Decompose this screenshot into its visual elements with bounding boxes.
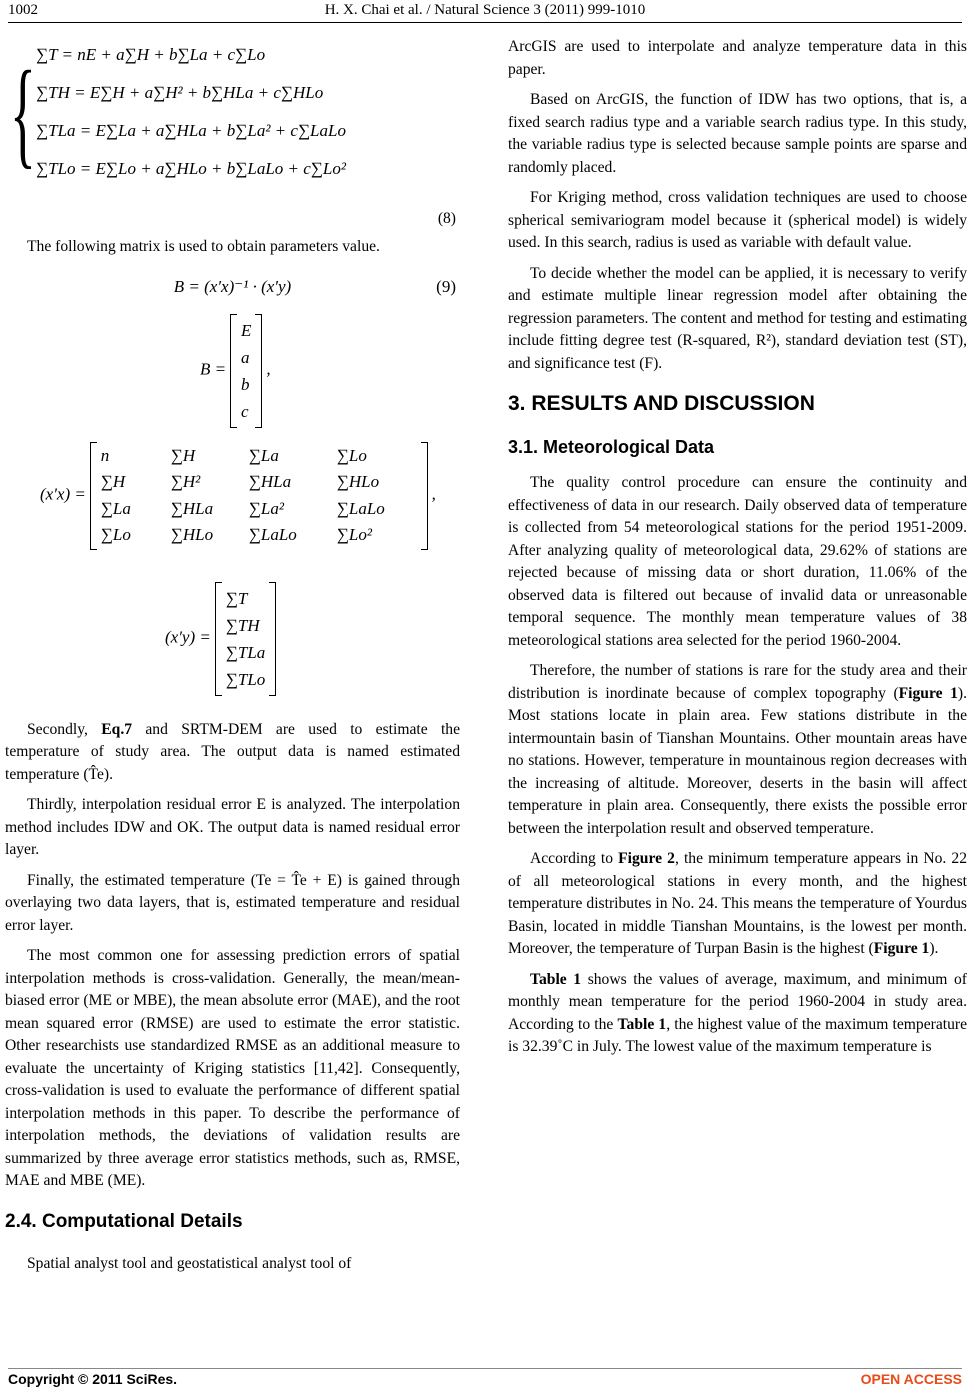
vector-B-entry: E — [241, 320, 252, 340]
paragraph-quality-control: The quality control procedure can ensure the continuity and effectiveness of data in our research. Daily observed data of temperature is collected from 54 meteorological stations for the period 1951-2009. After analyzing quality of meteorological data, 29.62% of stations are rejected because of missing data or short duration, 11.06% of the observed data is filtered out because of invalid data or unreasonable temporal sequence. The monthly mean temperature values of 38 meteorological stations area selected for the period 1960-2004. — [508, 474, 967, 649]
matrix-cell: n — [100, 445, 110, 465]
equation-8-row: ∑T = nE + a∑H + b∑La + c∑Lo — [36, 45, 266, 64]
text-run: , the highest value of the maximum temperature is 32.39˚C in July. The lowest value of the maximum temperature is — [508, 1015, 967, 1055]
figure-reference[interactable]: Figure 1 — [873, 940, 930, 957]
matrix-xx — [40, 443, 460, 571]
matrix-xx-grid — [101, 445, 417, 547]
vector-xy-entry: ∑TLo — [225, 669, 266, 689]
paragraph-arcgis: ArcGIS are used to interpolate and analyze temperature data in this paper. — [508, 38, 967, 78]
paragraph-thirdly: Thirdly, interpolation residual error E is analyzed. The interpolation method includes IDW and OK. The output data is named residual error layer. — [5, 796, 460, 858]
paragraph-matrix-intro: The following matrix is used to obtain parameters value. — [27, 238, 380, 255]
vector-B-entry: b — [241, 374, 250, 394]
running-title: H. X. Chai et al. / Natural Science 3 (2011) 999-1010 — [324, 2, 646, 18]
table-reference[interactable]: Table 1 — [617, 1015, 667, 1033]
running-header — [8, 2, 962, 23]
text-run: and SRTM-DEM are used to estimate the temperature of study area. The output data is named estimated temperature (T̂e). — [5, 720, 461, 783]
matrix-cell: ∑Lo — [100, 525, 131, 544]
equation-8-system — [10, 36, 460, 206]
matrix-cell: ∑La — [100, 498, 131, 518]
page-footer — [8, 1368, 962, 1387]
equation-8-row: ∑TH = E∑H + a∑H² + b∑HLa + c∑HLo — [36, 83, 324, 102]
matrix-cell: ∑Lo² — [336, 525, 372, 544]
matrix-cell: ∑LaLo — [336, 498, 385, 518]
open-access-label: OPEN ACCESS — [860, 1371, 962, 1387]
matrix-xx-label: (x′x) = — [40, 484, 86, 504]
matrix-cell: ∑La² — [248, 498, 284, 518]
equation-reference: Eq.7 — [101, 720, 133, 738]
page-number: 1002 — [8, 2, 38, 18]
table-reference[interactable]: Table 1 — [530, 970, 582, 988]
text-run: Secondly, — [27, 720, 102, 738]
vector-B-bracket — [230, 315, 262, 427]
matrix-cell: ∑Lo — [336, 445, 367, 465]
equation-8-row: ∑TLa = E∑La + a∑HLa + b∑La² + c∑LaLo — [36, 121, 346, 140]
matrix-cell: ∑HLo — [336, 472, 380, 491]
figure-reference[interactable]: Figure 2 — [618, 850, 675, 867]
equation-9-formula: B = (x′x)⁻¹ · (x′y) — [173, 276, 292, 296]
equation-8-row: ∑TLo = E∑Lo + a∑HLo + b∑LaLo + c∑Lo² — [36, 159, 346, 178]
paragraph-model-test: To decide whether the model can be applied, it is necessary to verify and estimate multiple linear regression model after obtaining the regression parameters. The content and method for testing and estimating include fitting degree test (R-squared, R²), standard deviation test (ST), and significance test (F). — [508, 264, 967, 372]
figure-reference[interactable]: Figure 1 — [898, 684, 958, 702]
comma: , — [431, 484, 436, 504]
text-run: shows the values of average, maximum, and minimum of monthly mean temperature for the period 1960-2004 in study area. According to the — [508, 970, 967, 1033]
text-run: , the minimum temperature appears in No. 22 of all meteorological stations in every month, and the highest temperature distributes in No. 24. This means the temperature of Yourdus Basin, located in middle Tianshan Mountains, is the lowest per month. Moreover, the temperature of Turpan Basin is the highest ( — [508, 850, 967, 957]
matrix-cell: ∑LaLo — [248, 525, 297, 544]
matrix-cell: ∑HLa — [170, 498, 214, 518]
vector-xy-entry: ∑TLa — [225, 642, 266, 662]
comma: , — [266, 359, 271, 379]
left-column — [5, 36, 460, 1284]
text-run: ). — [929, 940, 939, 957]
section-heading-3-1: 3.1. Meteorological Data — [508, 436, 715, 457]
paragraph-secondly — [5, 719, 460, 787]
text-run: ). Most stations locate in plain area. Few stations distribute in the intermountain basin of Tianshan Mountains. Other mountain areas have no stations. However, temperature in mountainous region decreases with the increasing of altitude. Moreover, deserts in the basin will affect temperature in plain area. Consequently, there exists the possible error between the interpolation result and observed temperature. — [508, 684, 967, 837]
paragraph-cross-validation: The most common one for assessing prediction errors of spatial interpolation methods is cross-validation. Generally, the mean/mean-biased error (ME or MBE), the mean absolute error (MAE), and the root mean squared error (RMSE) are used to estimate the error statistic. Other researchists use standardized RMSE as an additional measure to evaluate the uncertainty of Kriging statistics [11,42]. Consequently, cross-validation is used to evaluate the performance of different spatial interpolation methods in this paper. To describe the performance of interpolation methods, the deviations of validation results are summarized by three average error statistics methods, such as, RMSE, MAE and MBE (ME). — [5, 947, 460, 1189]
vector-B-entry: c — [241, 401, 249, 421]
equation-number: (9) — [436, 276, 456, 296]
vector-xy-bracket — [215, 583, 277, 695]
matrix-cell: ∑H — [100, 472, 126, 491]
matrix-cell: ∑HLo — [170, 525, 214, 544]
text-run: According to — [530, 850, 619, 867]
vector-xy — [165, 583, 460, 705]
paragraph-kriging: For Kriging method, cross validation techniques are used to choose spherical semivariogram model because it (spherical model) is widely used. In this search, radius is used as variable with default value. — [508, 189, 967, 251]
paragraph-according — [508, 848, 967, 961]
paragraph-finally: Finally, the estimated temperature (Te = T̂e + E) is gained through overlaying two data layers, that is, estimated temperature and residual error layer. — [5, 871, 460, 934]
section-heading-3: 3. RESULTS AND DISCUSSION — [508, 392, 815, 415]
vector-B-entry: a — [241, 347, 250, 367]
paragraph-therefore — [508, 660, 967, 840]
text-run: Therefore, the number of stations is rare for the study area and their distribution is inordinate because of complex topography ( — [508, 662, 967, 702]
right-column — [508, 36, 967, 1067]
vector-B-label: B = — [200, 359, 227, 379]
matrix-cell: ∑La — [248, 445, 279, 465]
matrix-cell: ∑H — [170, 445, 196, 465]
paragraph-idw: Based on ArcGIS, the function of IDW has two options, that is, a fixed search radius type and a variable search radius type. In this study, the variable radius type is selected because sample points are sparse and randomly placed. — [508, 91, 967, 176]
equation-8-number-line — [5, 206, 460, 236]
matrix-cell: ∑H² — [170, 472, 201, 491]
paragraph-table-1 — [508, 969, 967, 1059]
system-brace: { — [10, 46, 36, 179]
matrix-cell: ∑HLa — [248, 472, 292, 491]
matrix-xx-bracket — [90, 443, 428, 549]
vector-xy-entry: ∑T — [225, 588, 248, 608]
vector-xy-label: (x′y) = — [165, 627, 211, 647]
equation-number: (8) — [437, 210, 456, 227]
vector-xy-entry: ∑TH — [225, 615, 260, 635]
paragraph-spatial-analyst: Spatial analyst tool and geostatistical analyst tool of — [27, 1255, 352, 1272]
equation-9 — [5, 267, 460, 307]
section-heading-2-4: 2.4. Computational Details — [5, 1210, 243, 1232]
vector-B — [200, 315, 460, 433]
copyright-notice: Copyright © 2011 SciRes. — [8, 1371, 178, 1387]
